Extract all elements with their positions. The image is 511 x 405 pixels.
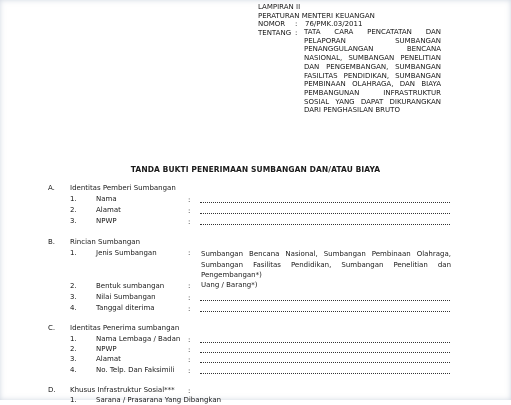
lampiran-label: LAMPIRAN II: [258, 3, 301, 11]
section-d-letter: D.: [48, 386, 56, 394]
tentang-line: DAN PENGEMBANGAN, SUMBANGAN: [304, 62, 441, 71]
c-alamat-label: Alamat: [96, 355, 121, 363]
c-nama-colon: :: [188, 336, 191, 344]
tentang-line: PELAPORAN SUMBANGAN: [304, 36, 441, 45]
a-item-num: 2.: [70, 206, 77, 214]
a-nama-label: Nama: [96, 195, 117, 203]
section-b-letter: B.: [48, 238, 56, 246]
d-sarana-label: Sarana / Prasarana Yang Dibangkan: [96, 396, 222, 404]
c-nama-field[interactable]: [200, 342, 450, 343]
d-heading-colon: :: [188, 387, 191, 395]
tentang-colon: :: [295, 28, 298, 37]
c-item-num: 3.: [70, 355, 77, 363]
c-item-num: 4.: [70, 366, 77, 374]
a-alamat-field[interactable]: [200, 213, 450, 214]
tentang-text: [304, 28, 441, 115]
tentang-line: PEMBANGUNAN INFRASTRUKTUR: [304, 88, 441, 97]
tentang-line: TATA CARA PENCATATAN DAN: [304, 28, 441, 36]
b-jenis-options: [201, 249, 451, 281]
a-npwp-colon: :: [188, 218, 191, 226]
c-telp-field[interactable]: [200, 373, 450, 374]
b-tanggal-label: Tanggal diterima: [96, 304, 155, 312]
c-npwp-field[interactable]: [200, 352, 450, 353]
a-alamat-label: Alamat: [96, 206, 121, 214]
tentang-line: PENANGGULANGAN BENCANA: [304, 45, 441, 54]
b-item-num: 3.: [70, 293, 77, 301]
b-item-num: 4.: [70, 304, 77, 312]
c-npwp-label: NPWP: [96, 345, 117, 353]
section-c-letter: C.: [48, 324, 56, 332]
section-c-heading: Identitas Penerima sumbangan: [70, 324, 180, 332]
a-item-num: 3.: [70, 217, 77, 225]
peraturan-label: PERATURAN MENTERI KEUANGAN: [258, 11, 375, 20]
c-telp-colon: :: [188, 367, 191, 375]
d-item-num: 1.: [70, 396, 77, 404]
b-tanggal-field[interactable]: [200, 311, 450, 312]
c-item-num: 2.: [70, 345, 77, 353]
a-nama-field[interactable]: [200, 202, 450, 203]
section-a-letter: A.: [48, 184, 55, 192]
nomor-label: NOMOR: [258, 20, 286, 29]
b-tanggal-colon: :: [188, 305, 191, 313]
b-jenis-line: Sumbangan Bencana Nasional, Sumbangan Pembinaan Olahraga,: [201, 250, 451, 258]
tentang-label: TENTANG: [258, 28, 292, 37]
tentang-line: SOSIAL YANG DAPAT DIKURANGKAN: [304, 97, 441, 106]
b-jenis-line: Pengembangan*): [201, 271, 262, 279]
c-item-num: 1.: [70, 335, 77, 343]
b-nilai-field[interactable]: [200, 300, 450, 301]
c-alamat-colon: :: [188, 356, 191, 364]
a-item-num: 1.: [70, 195, 77, 203]
nomor-colon: :: [295, 20, 298, 29]
b-nilai-colon: :: [188, 294, 191, 302]
nomor-value: 76/PMK.03/2011: [305, 20, 363, 29]
b-bentuk-value: Uang / Barang*): [201, 281, 258, 289]
b-jenis-colon: :: [188, 249, 191, 257]
a-npwp-label: NPWP: [96, 217, 117, 225]
b-bentuk-colon: :: [188, 282, 191, 290]
tentang-line: DARI PENGHASILAN BRUTO: [304, 106, 400, 115]
c-alamat-field[interactable]: [200, 362, 450, 363]
document-title: TANDA BUKTI PENERIMAAN SUMBANGAN DAN/ATAU BIAYA: [130, 165, 381, 174]
tentang-line: NASIONAL, SUMBANGAN PENELITIAN: [304, 54, 441, 63]
b-nilai-label: Nilai Sumbangan: [96, 293, 156, 301]
b-item-num: 2.: [70, 282, 77, 290]
tentang-line: FASILITAS PENDIDIKAN, SUMBANGAN: [304, 71, 441, 80]
section-d-heading: Khusus Infrastruktur Sosial***: [70, 386, 175, 394]
a-npwp-field[interactable]: [200, 224, 450, 225]
b-bentuk-label: Bentuk sumbangan: [96, 282, 165, 290]
section-b-heading: Rincian Sumbangan: [70, 238, 141, 246]
a-nama-colon: :: [188, 196, 191, 204]
section-a-heading: Identitas Pemberi Sumbangan: [70, 184, 176, 192]
b-jenis-line: Sumbangan Fasilitas Pendidikan, Sumbangan Penelitian dan: [201, 260, 451, 269]
b-jenis-label: Jenis Sumbangan: [96, 249, 157, 257]
c-telp-label: No. Telp. Dan Faksimili: [96, 366, 175, 374]
b-item-num: 1.: [70, 249, 77, 257]
a-alamat-colon: :: [188, 207, 191, 215]
c-npwp-colon: :: [188, 346, 191, 354]
c-nama-label: Nama Lembaga / Badan: [96, 335, 181, 343]
tentang-line: PEMBINAAN OLAHRAGA, DAN BIAYA: [304, 80, 441, 89]
